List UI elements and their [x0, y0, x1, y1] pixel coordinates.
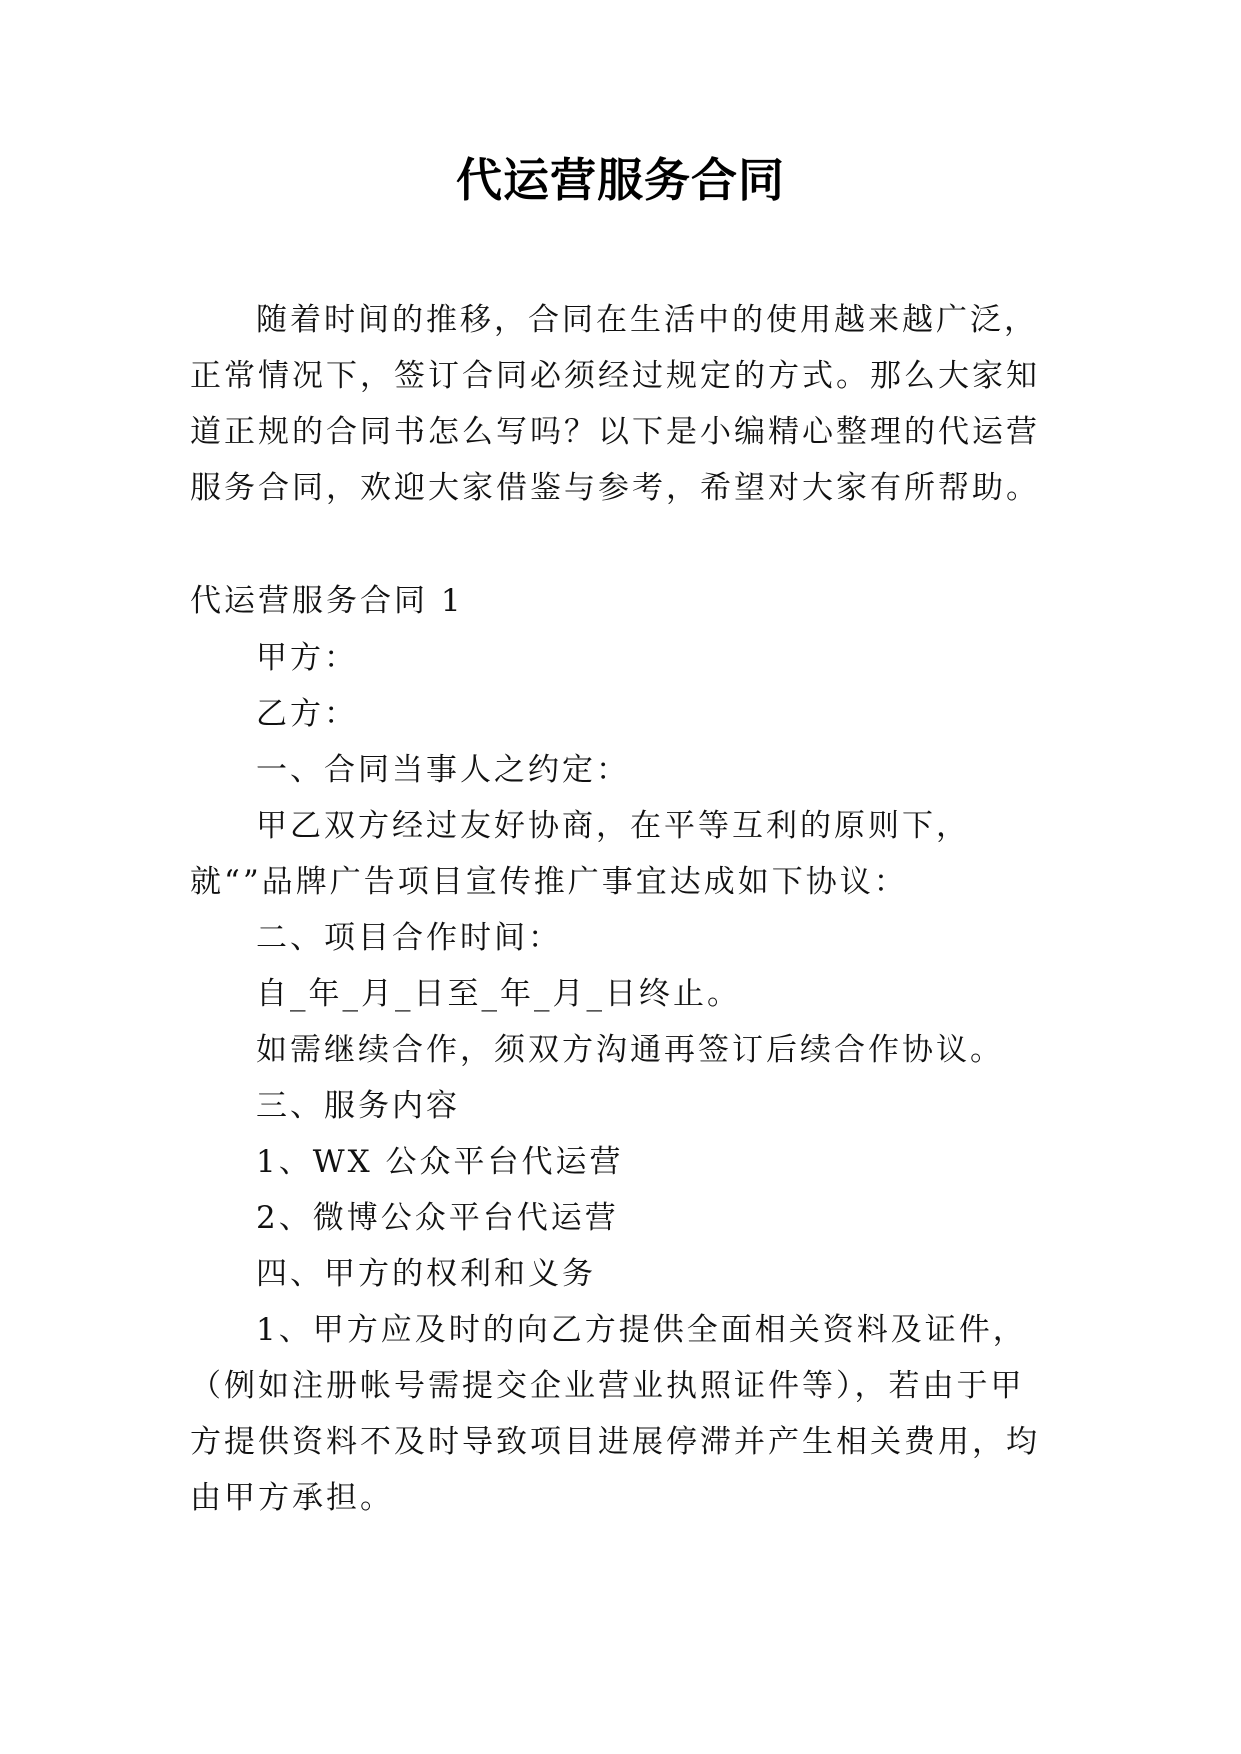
section-heading: 代运营服务合同 1: [190, 583, 464, 619]
clause-two-heading: 二、项目合作时间：: [256, 920, 562, 956]
clause-four-item-1: 1、甲方应及时的向乙方提供全面相关资料及证件，（例如注册帐号需提交企业营业执照证件等），若由于甲方提供资料不及时导致项目进展停滞并产生相关费用，均由甲方承担。: [190, 1312, 1040, 1516]
intro-paragraph: 随着时间的推移，合同在生活中的使用越来越广泛，正常情况下，签订合同必须经过规定的方式。那么大家知道正规的合同书怎么写吗？以下是小编精心整理的代运营服务合同，欢迎大家借鉴与参考，希望对大家有所帮助。: [190, 302, 1040, 506]
clause-one-text: 甲乙双方经过友好协商，在平等互利的原则下，就“”品牌广告项目宣传推广事宜达成如下协议：: [190, 808, 970, 900]
document-body: [190, 292, 1052, 1526]
clause-three-heading: 三、服务内容: [256, 1088, 460, 1124]
document-title: 代运营服务合同: [456, 153, 785, 207]
date-range-line: 自_年_月_日至_年_月_日终止。: [256, 976, 741, 1012]
party-a-line: 甲方：: [256, 640, 358, 676]
clause-one-heading: 一、合同当事人之约定：: [256, 752, 630, 788]
party-b-line: 乙方：: [256, 696, 358, 732]
continuation-line: 如需继续合作，须双方沟通再签订后续合作协议。: [256, 1032, 1004, 1068]
service-item-2: 2、微博公众平台代运营: [256, 1200, 619, 1236]
clause-four-heading: 四、甲方的权利和义务: [256, 1256, 596, 1292]
service-item-1: 1、WX 公众平台代运营: [256, 1144, 624, 1180]
